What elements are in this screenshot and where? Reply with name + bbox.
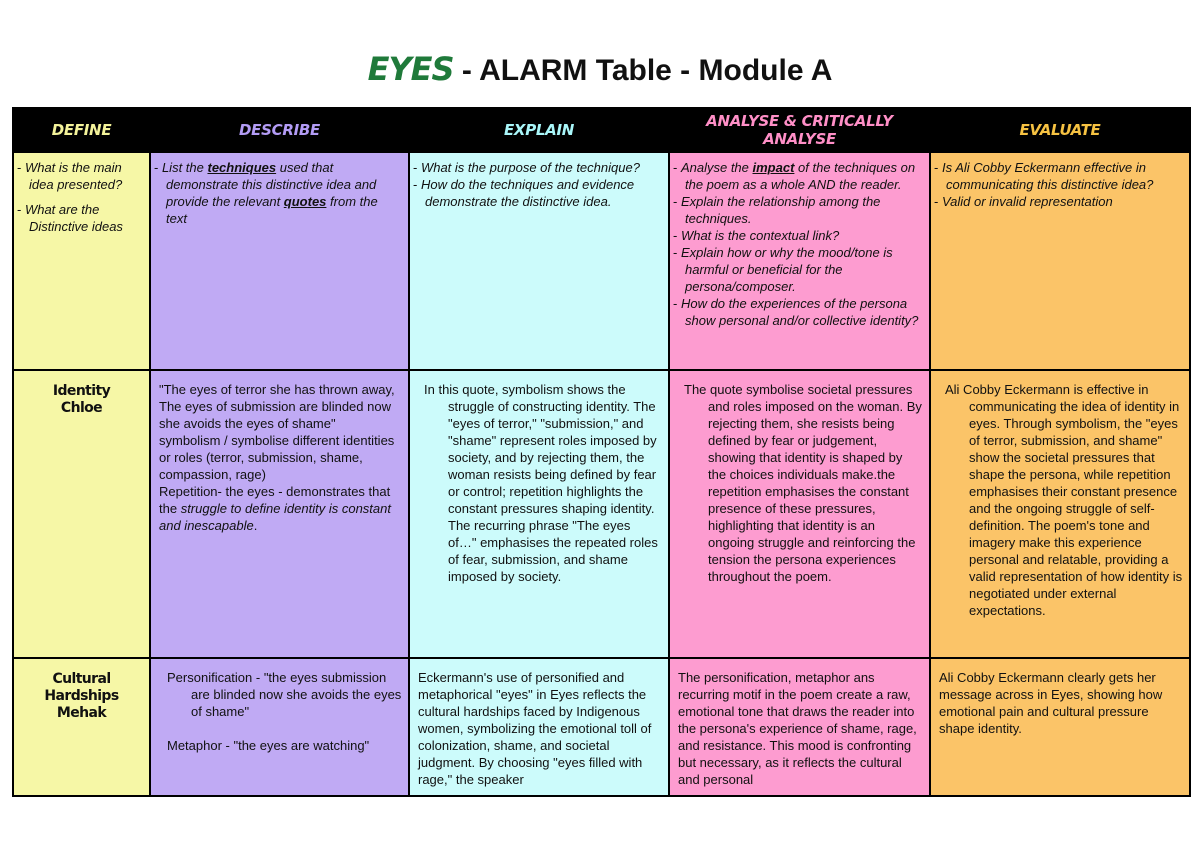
cultural-evaluate-cell <box>930 658 1190 796</box>
questions-describe-cell <box>150 152 409 370</box>
personification-text: Personification - "the eyes submission are blinded now she avoids the eyes of shame" <box>167 670 402 719</box>
cultural-evaluate-text: Ali Cobby Eckermann clearly gets her message across in Eyes, showing how emotional pain and cultural pressure shape identity. <box>939 670 1163 736</box>
cultural-analyse-text: The personification, metaphor ans recurring motif in the poem create a raw, emotional tone that draws the reader into the persona's experience of shame, rage, and resistance. This mood is confronting but necessary, as it reflects the cultural and personal <box>678 670 917 787</box>
header-analyse: ANALYSE & CRITICALLY ANALYSE <box>669 108 930 152</box>
identity-row <box>13 370 1190 658</box>
define-question-2: - What are the Distinctive ideas <box>17 201 143 235</box>
cultural-explain-text: Eckermann's use of personified and metaphorical "eyes" in Eyes reflects the cultural hardships faced by Indigenous women, symbolizing the emotional toll of colonization, shame, and societal judgment. By choosing "eyes filled with rage," the speaker <box>418 670 652 787</box>
header-describe: DESCRIBE <box>150 108 409 152</box>
identity-symbolism: symbolism / symbolise different identities or roles (terror, submission, shame, compassion, rage) <box>159 433 395 482</box>
questions-explain-cell <box>409 152 669 370</box>
header-evaluate: EVALUATE <box>930 108 1190 152</box>
describe-question <box>154 159 402 227</box>
describe-q-part1: List the <box>161 160 208 175</box>
analyse-question-1 <box>673 159 923 193</box>
cultural-explain-cell <box>409 658 669 796</box>
describe-q-quotes: quotes <box>283 194 327 209</box>
describe-q-part2: used that demonstrate this distinctive idea and provide the relevant <box>166 160 377 209</box>
explain-question-2: - How do the techniques and evidence demonstrate the distinctive idea. <box>413 176 662 210</box>
evaluate-question-1: - Is Ali Cobby Eckermann effective in communicating this distinctive idea? <box>934 159 1183 193</box>
questions-row <box>13 152 1190 370</box>
identity-analyse-text: The quote symbolise societal pressures and roles imposed on the woman. By rejecting them, she resists being defined by fear or judgement, showing that identity is shaped by the choices individuals make.the repetition emphasises the constant presence of these pressures, highlighting that identity is an ongoing struggle and reinforcing the tension the persona experiences throughout the poem. <box>684 382 922 584</box>
title-rest: - ALARM Table - Module A <box>453 54 833 87</box>
metaphor-text: Metaphor - "the eyes are watching" <box>167 738 370 753</box>
identity-repetition <box>159 483 402 534</box>
analyse-question-3: - What is the contextual link? <box>673 227 923 244</box>
cultural-label: Cultural <box>52 671 111 687</box>
identity-repetition-text: Repetition- the eyes - demonstrates that the <box>159 484 391 516</box>
identity-quote: "The eyes of terror she has thrown away, The eyes of submission are blinded now she avoids the eyes of shame" <box>159 382 395 431</box>
page-title <box>0 50 1200 88</box>
cultural-row <box>13 658 1190 796</box>
identity-author: Chloe <box>60 400 103 416</box>
questions-analyse-cell <box>669 152 930 370</box>
alarm-table <box>12 107 1191 797</box>
identity-evaluate-text: Ali Cobby Eckermann is effective in communicating the idea of identity in eyes. Through symbolism, the "eyes of terror, submission, and shame" show the societal pressures that shape the persona, while repetition emphasises their constant presence and the ongoing struggle of self-definition. The poem's tone and imagery make this experience personal and relatable, providing a valid representation of how identity is negotiated under external expectations. <box>945 382 1183 618</box>
analyse-q1-pre: Analyse the <box>680 160 753 175</box>
identity-analyse-cell <box>669 370 930 658</box>
describe-q-techniques: techniques <box>207 160 277 175</box>
hardships-label: Hardships <box>44 688 119 704</box>
analyse-q1-impact: impact <box>752 160 795 175</box>
questions-define-cell <box>13 152 150 370</box>
analyse-q1-post: of the techniques on the poem as a whole AND the reader. <box>685 160 916 192</box>
analyse-question-2: - Explain the relationship among the techniques. <box>673 193 923 227</box>
define-question-1: - What is the main idea presented? <box>17 159 143 193</box>
analyse-question-4: - Explain how or why the mood/tone is harmful or beneficial for the persona/composer. <box>673 244 923 295</box>
identity-describe-cell <box>150 370 409 658</box>
identity-label-cell <box>13 370 150 658</box>
identity-evaluate-cell <box>930 370 1190 658</box>
identity-label: Identity <box>52 383 111 399</box>
describe-q-part3: from the text <box>166 194 378 226</box>
identity-repetition-end: . <box>253 518 258 533</box>
cultural-author: Mehak <box>56 705 107 721</box>
cultural-analyse-cell <box>669 658 930 796</box>
explain-question-1: - What is the purpose of the technique? <box>413 159 662 176</box>
analyse-question-5: - How do the experiences of the persona show personal and/or collective identity? <box>673 295 923 329</box>
title-eyes: EYES <box>367 50 454 88</box>
questions-evaluate-cell <box>930 152 1190 370</box>
evaluate-question-2: - Valid or invalid representation <box>934 193 1183 210</box>
identity-describe-text <box>151 371 408 534</box>
identity-explain-cell <box>409 370 669 658</box>
identity-repetition-italic: struggle to define identity is constant and inescapable <box>159 501 391 533</box>
cultural-describe-cell <box>150 658 409 796</box>
cultural-describe-text <box>151 659 408 754</box>
identity-explain-text: In this quote, symbolism shows the struggle of constructing identity. The "eyes of terror," "submission," and "shame" represent roles imposed by society, and by rejecting them, the woman resists being defined by fear or control; repetition highlights the constant pressures shaping identity. The recurring phrase "The eyes of…" emphasises the repeated roles of fear, submission, and shame imposed by society. <box>424 382 658 584</box>
header-explain: EXPLAIN <box>409 108 669 152</box>
header-row <box>13 108 1190 152</box>
header-define: DEFINE <box>13 108 150 152</box>
cultural-label-cell <box>13 658 150 796</box>
